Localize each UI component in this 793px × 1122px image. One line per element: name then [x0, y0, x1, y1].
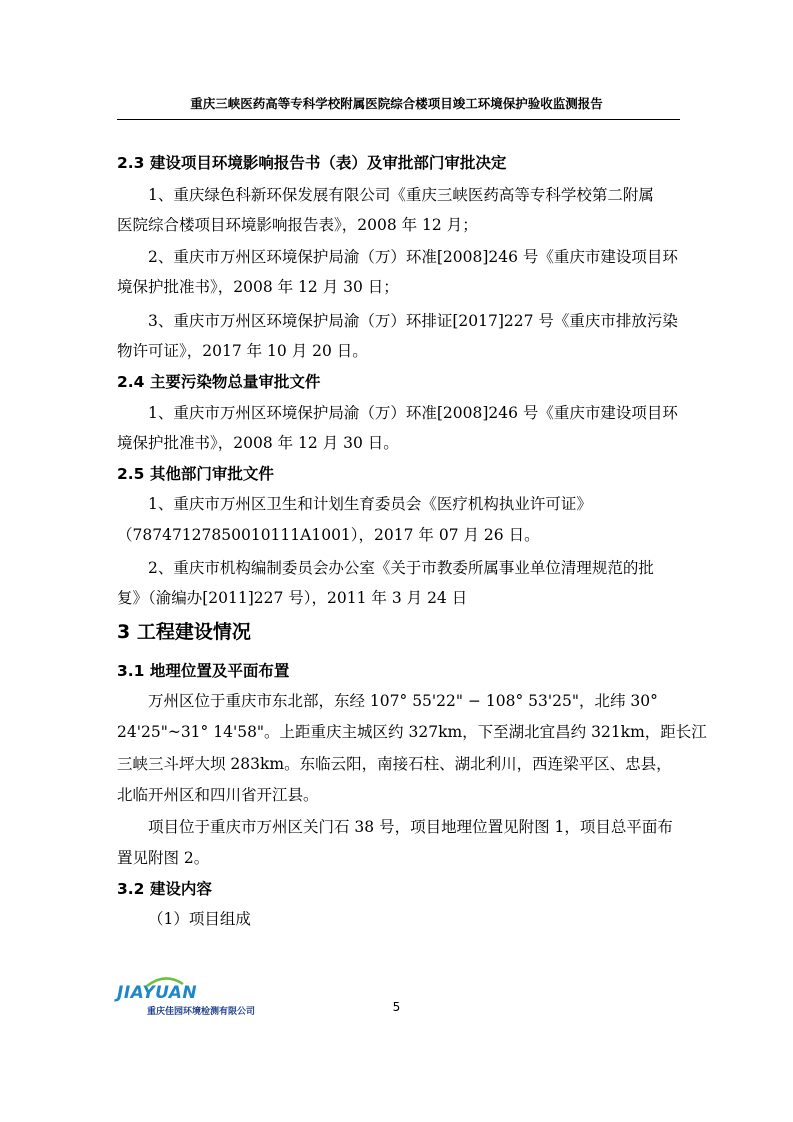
- s25-line-1: 1、重庆市万州区卫生和计划生育委员会《医疗机构执业许可证》: [148, 495, 592, 513]
- s23-line-4: 境保护批准书》，2008 年 12 月 30 日；: [117, 278, 399, 296]
- section-3-heading: 3 工程建设情况: [117, 621, 251, 643]
- page-header-title: 重庆三峡医药高等专科学校附属医院综合楼项目竣工环境保护验收监测报告: [190, 96, 603, 111]
- section-3-1-heading: 3.1 地理位置及平面布置: [117, 662, 290, 680]
- s25-line-3: 2、重庆市机构编制委员会办公室《关于市教委所属事业单位清理规范的批: [148, 559, 654, 577]
- s24-line-2: 境保护批准书》，2008 年 12 月 30 日。: [117, 434, 399, 452]
- section-3-2-heading: 3.2 建设内容: [117, 880, 212, 898]
- s24-line-1: 1、重庆市万州区环境保护局渝（万）环准[2008]246 号《重庆市建设项目环: [148, 404, 678, 422]
- s23-line-1: 1、重庆绿色科新环保发展有限公司《重庆三峡医药高等专科学校第二附属: [148, 186, 654, 204]
- logo-wordmark: JIAYUAN: [117, 983, 198, 1003]
- s23-line-2: 医院综合楼项目环境影响报告表》，2008 年 12 月；: [117, 216, 478, 234]
- s32-line-1: （1）项目组成: [148, 910, 251, 928]
- s23-line-5: 3、重庆市万州区环境保护局渝（万）环排证[2017]227 号《重庆市排放污染: [148, 312, 678, 330]
- s31-line-5: 项目位于重庆市万州区关门石 38 号，项目地理位置见附图 1，项目总平面布: [148, 818, 673, 836]
- s25-line-4: 复》（渝编办[2011]227 号），2011 年 3 月 24 日: [117, 589, 468, 607]
- s31-line-2: 24'25"~31° 14'58"。上距重庆主城区约 327km，下至湖北宜昌约 321km，距长江: [117, 723, 707, 741]
- s31-line-6: 置见附图 2。: [117, 849, 210, 867]
- section-2-3-heading: 2.3 建设项目环境影响报告书（表）及审批部门审批决定: [117, 154, 507, 172]
- page-number: 5: [392, 1000, 401, 1014]
- section-2-4-heading: 2.4 主要污染物总量审批文件: [117, 373, 321, 391]
- section-2-5-heading: 2.5 其他部门审批文件: [117, 465, 274, 483]
- s31-line-4: 北临开州区和四川省开江县。: [117, 786, 319, 804]
- logo-company-name: 重庆佳园环境检测有限公司: [147, 1007, 256, 1017]
- s23-line-3: 2、重庆市万州区环境保护局渝（万）环准[2008]246 号《重庆市建设项目环: [148, 248, 678, 266]
- header-rule: [117, 119, 680, 120]
- s31-line-3: 三峡三斗坪大坝 283km。东临云阳，南接石柱、湖北利川，西连梁平区、忠县，: [117, 755, 672, 773]
- s25-line-2: （78747127850010111A1001），2017 年 07 月 26 日。: [117, 526, 540, 544]
- s31-line-1: 万州区位于重庆市东北部，东经 107° 55'22" − 108° 53'25"，北纬 30°: [148, 692, 658, 710]
- s23-line-6: 物许可证》，2017 年 10 月 20 日。: [117, 342, 368, 360]
